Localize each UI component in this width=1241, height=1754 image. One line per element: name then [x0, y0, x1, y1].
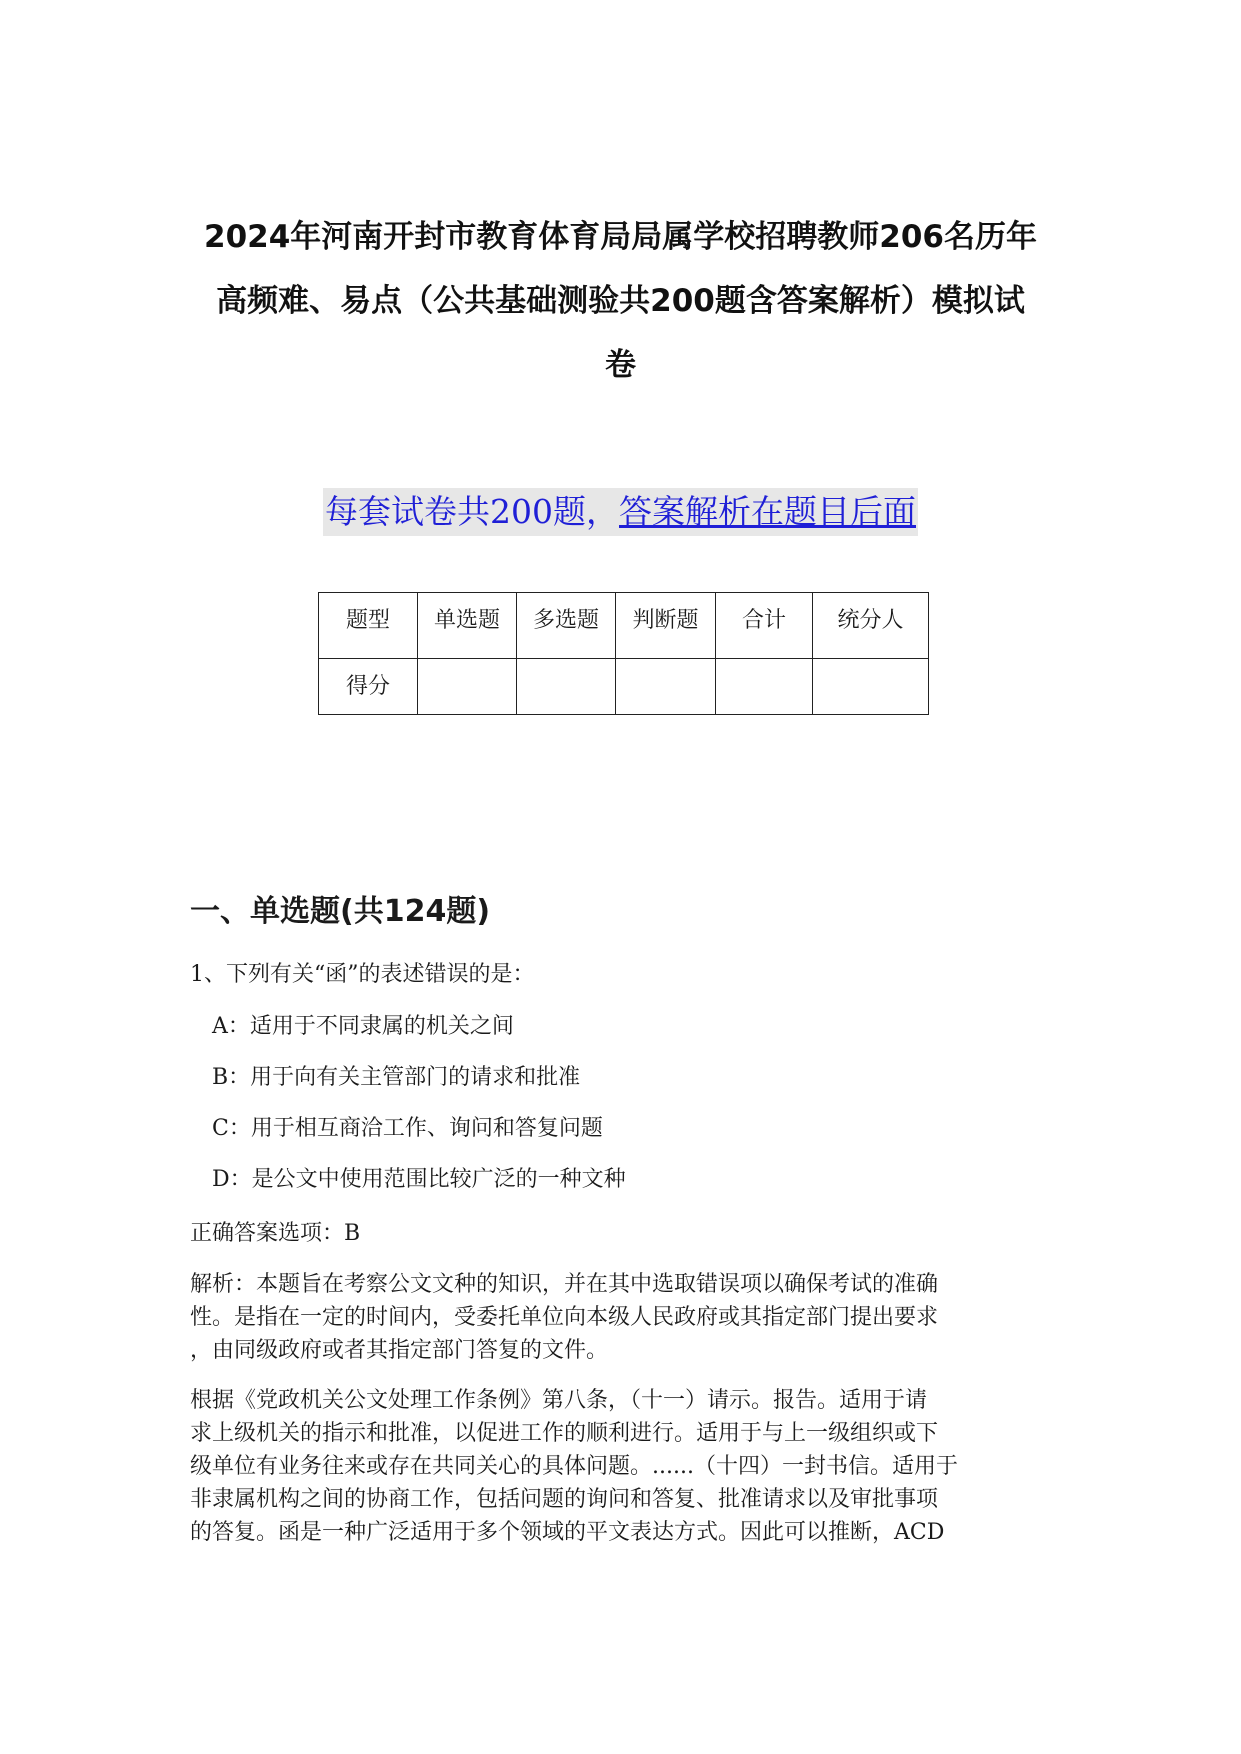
title-line-3: 卷 — [605, 347, 636, 383]
document-title — [180, 205, 1061, 397]
analysis-line: 解析：本题旨在考察公文文种的知识，并在其中选取错误项以确保考试的准确 — [190, 1272, 939, 1297]
notice-part-1: 每套试卷共200题， — [325, 492, 619, 531]
basis-line: 根据《党政机关公文处理工作条例》第八条，（十一）请示。报告。适用于请 — [190, 1388, 928, 1413]
header-cell-single: 单选题 — [418, 593, 517, 659]
header-cell-scorer: 统分人 — [813, 593, 929, 659]
analysis-paragraph — [190, 1268, 1055, 1367]
score-cell-single[interactable] — [418, 659, 517, 715]
basis-line: 的答复。函是一种广泛适用于多个领域的平文表达方式。因此可以推断，ACD — [190, 1520, 945, 1545]
score-table — [318, 592, 929, 715]
option-c: C：用于相互商洽工作、询问和答复问题 — [212, 1116, 603, 1141]
question-stem: 1、下列有关“函”的表述错误的是： — [190, 962, 535, 987]
header-cell-judge: 判断题 — [616, 593, 716, 659]
score-row-label: 得分 — [319, 659, 418, 715]
score-table-score-row — [319, 659, 929, 715]
title-line-2: 高频难、易点（公共基础测验共200题含答案解析）模拟试 — [216, 283, 1025, 319]
option-a: A：适用于不同隶属的机关之间 — [212, 1014, 514, 1039]
notice-link[interactable]: 答案解析在题目后面 — [619, 492, 916, 531]
correct-answer: 正确答案选项：B — [190, 1221, 361, 1246]
notice-text — [323, 488, 918, 536]
header-cell-multi: 多选题 — [517, 593, 616, 659]
basis-line: 级单位有业务往来或存在共同关心的具体问题。......（十四）一封书信。适用于 — [190, 1454, 958, 1479]
score-cell-total[interactable] — [716, 659, 813, 715]
title-line-1: 2024年河南开封市教育体育局局属学校招聘教师206名历年 — [204, 219, 1037, 255]
score-table-header-row — [319, 593, 929, 659]
option-d: D：是公文中使用范围比较广泛的一种文种 — [212, 1167, 626, 1192]
basis-line: 非隶属机构之间的协商工作，包括问题的询问和答复、批准请求以及审批事项 — [190, 1487, 939, 1512]
score-cell-judge[interactable] — [616, 659, 716, 715]
notice-banner — [0, 488, 1241, 536]
analysis-line: ，由同级政府或者其指定部门答复的文件。 — [190, 1338, 609, 1363]
header-cell-type: 题型 — [319, 593, 418, 659]
score-cell-scorer[interactable] — [813, 659, 929, 715]
header-cell-total: 合计 — [716, 593, 813, 659]
basis-line: 求上级机关的指示和批准，以促进工作的顺利进行。适用于与上一级组织或下 — [190, 1421, 939, 1446]
option-b: B：用于向有关主管部门的请求和批准 — [212, 1065, 581, 1090]
analysis-line: 性。是指在一定的时间内，受委托单位向本级人民政府或其指定部门提出要求 — [190, 1305, 939, 1330]
basis-paragraph — [190, 1384, 1055, 1549]
section-title: 一、单选题(共124题) — [190, 894, 491, 929]
score-cell-multi[interactable] — [517, 659, 616, 715]
